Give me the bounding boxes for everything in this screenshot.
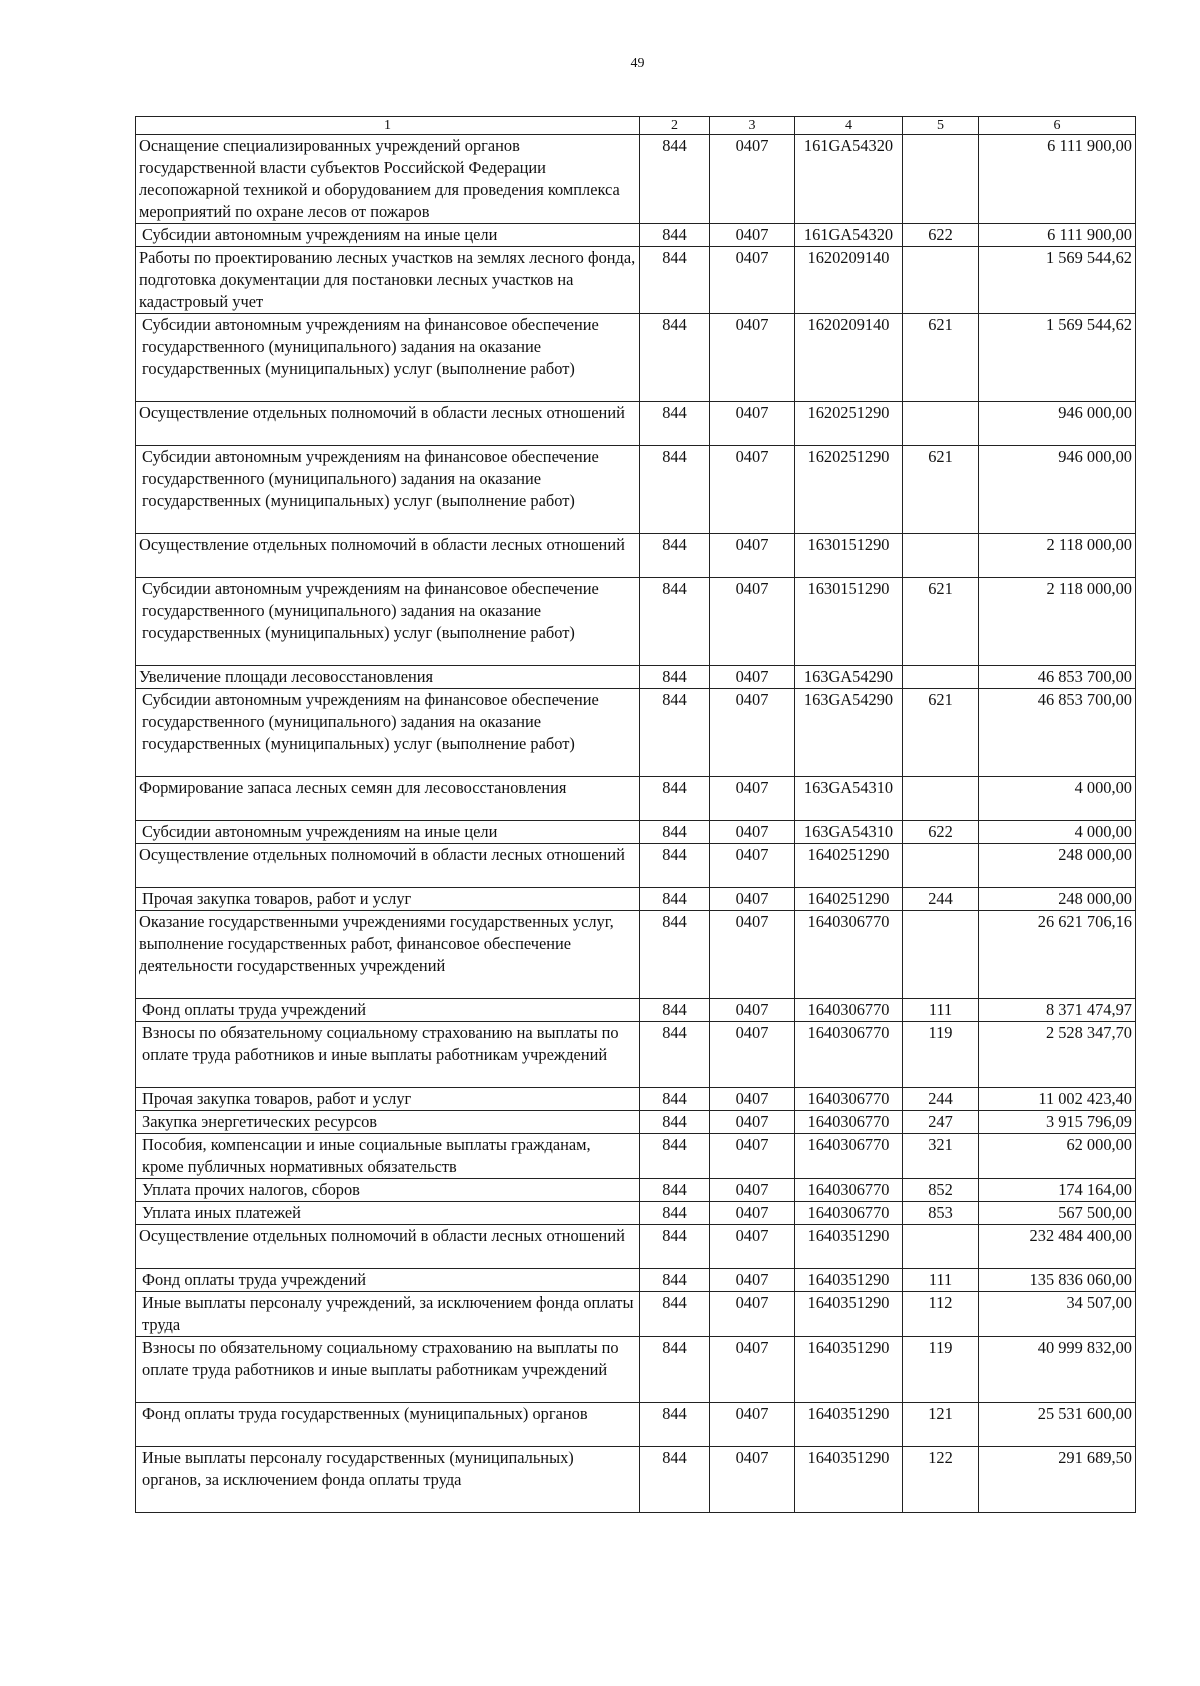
row-name-cell: Субсидии автономным учреждениям на иные цели: [136, 821, 640, 844]
row-cs-cell: 161GA54320: [795, 224, 903, 247]
row-gr-cell: 844: [640, 1292, 710, 1337]
row-cs-cell: 1640306770: [795, 1088, 903, 1111]
row-gr-cell: 844: [640, 1337, 710, 1403]
row-name-cell: Оказание государственными учреждениями государственных услуг, выполнение государственных работ, финансовое обеспечение деятельности государственных учреждений: [136, 911, 640, 999]
row-sum-cell: 1 569 544,62: [979, 314, 1136, 402]
row-cs-cell: 1640306770: [795, 1134, 903, 1179]
row-vr-cell: [903, 666, 979, 689]
table-row: [136, 534, 1136, 578]
table-row: [136, 1134, 1136, 1179]
row-gr-cell: 844: [640, 666, 710, 689]
row-rz-cell: 0407: [710, 402, 795, 446]
row-name-cell: Осуществление отдельных полномочий в области лесных отношений: [136, 534, 640, 578]
row-rz-cell: 0407: [710, 888, 795, 911]
row-vr-cell: 621: [903, 578, 979, 666]
row-rz-cell: 0407: [710, 1403, 795, 1447]
row-sum-cell: 6 111 900,00: [979, 135, 1136, 224]
row-rz-cell: 0407: [710, 689, 795, 777]
table-row: [136, 1269, 1136, 1292]
row-gr-cell: 844: [640, 1179, 710, 1202]
row-sum-cell: 40 999 832,00: [979, 1337, 1136, 1403]
row-sum-cell: 135 836 060,00: [979, 1269, 1136, 1292]
row-rz-cell: 0407: [710, 777, 795, 821]
row-rz-cell: 0407: [710, 314, 795, 402]
row-name-cell: Фонд оплаты труда учреждений: [136, 999, 640, 1022]
row-rz-cell: 0407: [710, 821, 795, 844]
row-rz-cell: 0407: [710, 999, 795, 1022]
row-vr-cell: [903, 844, 979, 888]
row-vr-cell: [903, 777, 979, 821]
row-cs-cell: 1620209140: [795, 314, 903, 402]
row-vr-cell: 247: [903, 1111, 979, 1134]
row-vr-cell: [903, 402, 979, 446]
row-cs-cell: 163GA54310: [795, 777, 903, 821]
row-sum-cell: 174 164,00: [979, 1179, 1136, 1202]
row-name-cell: Осуществление отдельных полномочий в области лесных отношений: [136, 844, 640, 888]
row-gr-cell: 844: [640, 689, 710, 777]
row-vr-cell: [903, 247, 979, 314]
row-gr-cell: 844: [640, 1202, 710, 1225]
row-vr-cell: 119: [903, 1022, 979, 1088]
row-gr-cell: 844: [640, 446, 710, 534]
row-name-cell: Субсидии автономным учреждениям на финансовое обеспечение государственного (муниципального) задания на оказание государственных (муниципальных) услуг (выполнение работ): [136, 689, 640, 777]
row-gr-cell: 844: [640, 1022, 710, 1088]
row-vr-cell: 622: [903, 821, 979, 844]
row-rz-cell: 0407: [710, 1111, 795, 1134]
row-vr-cell: 622: [903, 224, 979, 247]
row-vr-cell: 111: [903, 999, 979, 1022]
row-name-cell: Оснащение специализированных учреждений органов государственной власти субъектов Российской Федерации лесопожарной техникой и оборудованием для проведения комплекса мероприятий по охране лесов от пожаров: [136, 135, 640, 224]
row-sum-cell: 25 531 600,00: [979, 1403, 1136, 1447]
row-cs-cell: 1640306770: [795, 999, 903, 1022]
row-cs-cell: 1620251290: [795, 402, 903, 446]
table-row: [136, 777, 1136, 821]
table-row: [136, 1088, 1136, 1111]
row-gr-cell: 844: [640, 314, 710, 402]
row-rz-cell: 0407: [710, 135, 795, 224]
row-gr-cell: 844: [640, 821, 710, 844]
table-body: [136, 135, 1136, 1513]
row-sum-cell: 26 621 706,16: [979, 911, 1136, 999]
row-rz-cell: 0407: [710, 224, 795, 247]
table-row: [136, 888, 1136, 911]
row-cs-cell: 1620209140: [795, 247, 903, 314]
row-sum-cell: 6 111 900,00: [979, 224, 1136, 247]
row-sum-cell: 248 000,00: [979, 844, 1136, 888]
row-sum-cell: 291 689,50: [979, 1447, 1136, 1513]
row-name-cell: Закупка энергетических ресурсов: [136, 1111, 640, 1134]
row-rz-cell: 0407: [710, 1269, 795, 1292]
table-row: [136, 844, 1136, 888]
row-rz-cell: 0407: [710, 1202, 795, 1225]
row-rz-cell: 0407: [710, 247, 795, 314]
row-sum-cell: 2 118 000,00: [979, 578, 1136, 666]
row-gr-cell: 844: [640, 135, 710, 224]
row-cs-cell: 1640251290: [795, 888, 903, 911]
row-sum-cell: 62 000,00: [979, 1134, 1136, 1179]
row-rz-cell: 0407: [710, 844, 795, 888]
row-sum-cell: 1 569 544,62: [979, 247, 1136, 314]
row-sum-cell: 8 371 474,97: [979, 999, 1136, 1022]
row-name-cell: Иные выплаты персоналу государственных (муниципальных) органов, за исключением фонда оплаты труда: [136, 1447, 640, 1513]
row-rz-cell: 0407: [710, 534, 795, 578]
table-row: [136, 1179, 1136, 1202]
row-vr-cell: 111: [903, 1269, 979, 1292]
row-vr-cell: [903, 911, 979, 999]
row-sum-cell: 248 000,00: [979, 888, 1136, 911]
row-cs-cell: 1640306770: [795, 911, 903, 999]
header-col-4: 4: [795, 117, 903, 135]
row-vr-cell: [903, 135, 979, 224]
row-sum-cell: 4 000,00: [979, 821, 1136, 844]
table-row: [136, 402, 1136, 446]
row-cs-cell: 1640351290: [795, 1403, 903, 1447]
row-cs-cell: 1640306770: [795, 1179, 903, 1202]
row-name-cell: Пособия, компенсации и иные социальные выплаты гражданам, кроме публичных нормативных обязательств: [136, 1134, 640, 1179]
table-row: [136, 578, 1136, 666]
row-cs-cell: 163GA54290: [795, 689, 903, 777]
row-name-cell: Увеличение площади лесовосстановления: [136, 666, 640, 689]
row-vr-cell: 321: [903, 1134, 979, 1179]
row-sum-cell: 2 118 000,00: [979, 534, 1136, 578]
row-name-cell: Субсидии автономным учреждениям на финансовое обеспечение государственного (муниципального) задания на оказание государственных (муниципальных) услуг (выполнение работ): [136, 314, 640, 402]
table-row: [136, 1225, 1136, 1269]
row-sum-cell: 946 000,00: [979, 446, 1136, 534]
row-name-cell: Взносы по обязательному социальному страхованию на выплаты по оплате труда работников и иные выплаты работникам учреждений: [136, 1337, 640, 1403]
row-name-cell: Субсидии автономным учреждениям на финансовое обеспечение государственного (муниципального) задания на оказание государственных (муниципальных) услуг (выполнение работ): [136, 446, 640, 534]
row-cs-cell: 163GA54290: [795, 666, 903, 689]
row-gr-cell: 844: [640, 777, 710, 821]
row-cs-cell: 1640351290: [795, 1337, 903, 1403]
row-gr-cell: 844: [640, 534, 710, 578]
header-col-2: 2: [640, 117, 710, 135]
row-gr-cell: 844: [640, 888, 710, 911]
row-vr-cell: 621: [903, 689, 979, 777]
table-row: [136, 911, 1136, 999]
row-cs-cell: 1630151290: [795, 578, 903, 666]
row-gr-cell: 844: [640, 1111, 710, 1134]
header-col-6: 6: [979, 117, 1136, 135]
row-vr-cell: 112: [903, 1292, 979, 1337]
row-vr-cell: 244: [903, 888, 979, 911]
row-name-cell: Фонд оплаты труда государственных (муниципальных) органов: [136, 1403, 640, 1447]
row-name-cell: Уплата прочих налогов, сборов: [136, 1179, 640, 1202]
row-name-cell: Формирование запаса лесных семян для лесовосстановления: [136, 777, 640, 821]
row-vr-cell: 853: [903, 1202, 979, 1225]
row-name-cell: Прочая закупка товаров, работ и услуг: [136, 888, 640, 911]
row-gr-cell: 844: [640, 1269, 710, 1292]
row-sum-cell: 46 853 700,00: [979, 666, 1136, 689]
row-name-cell: Субсидии автономным учреждениям на финансовое обеспечение государственного (муниципального) задания на оказание государственных (муниципальных) услуг (выполнение работ): [136, 578, 640, 666]
row-name-cell: Субсидии автономным учреждениям на иные цели: [136, 224, 640, 247]
row-sum-cell: 946 000,00: [979, 402, 1136, 446]
row-cs-cell: 1620251290: [795, 446, 903, 534]
row-sum-cell: 11 002 423,40: [979, 1088, 1136, 1111]
row-vr-cell: [903, 1225, 979, 1269]
table-row: [136, 1111, 1136, 1134]
row-sum-cell: 567 500,00: [979, 1202, 1136, 1225]
row-vr-cell: 621: [903, 446, 979, 534]
table-row: [136, 1403, 1136, 1447]
header-col-5: 5: [903, 117, 979, 135]
budget-table: [135, 116, 1136, 1513]
row-rz-cell: 0407: [710, 1134, 795, 1179]
row-name-cell: Осуществление отдельных полномочий в области лесных отношений: [136, 402, 640, 446]
row-rz-cell: 0407: [710, 1179, 795, 1202]
header-col-3: 3: [710, 117, 795, 135]
row-sum-cell: 2 528 347,70: [979, 1022, 1136, 1088]
table-row: [136, 1202, 1136, 1225]
table-row: [136, 224, 1136, 247]
row-name-cell: Иные выплаты персоналу учреждений, за исключением фонда оплаты труда: [136, 1292, 640, 1337]
row-gr-cell: 844: [640, 844, 710, 888]
row-gr-cell: 844: [640, 578, 710, 666]
table-row: [136, 135, 1136, 224]
row-cs-cell: 1640351290: [795, 1292, 903, 1337]
row-name-cell: Работы по проектированию лесных участков на землях лесного фонда, подготовка документации для постановки лесных участков на кадастровый учет: [136, 247, 640, 314]
row-sum-cell: 4 000,00: [979, 777, 1136, 821]
row-cs-cell: 1640351290: [795, 1269, 903, 1292]
row-vr-cell: 122: [903, 1447, 979, 1513]
row-name-cell: Прочая закупка товаров, работ и услуг: [136, 1088, 640, 1111]
row-vr-cell: 621: [903, 314, 979, 402]
row-vr-cell: 244: [903, 1088, 979, 1111]
row-cs-cell: 1640306770: [795, 1202, 903, 1225]
row-name-cell: Уплата иных платежей: [136, 1202, 640, 1225]
row-gr-cell: 844: [640, 1403, 710, 1447]
row-gr-cell: 844: [640, 999, 710, 1022]
row-sum-cell: 3 915 796,09: [979, 1111, 1136, 1134]
table-row: [136, 314, 1136, 402]
header-col-1: 1: [136, 117, 640, 135]
table-row: [136, 1337, 1136, 1403]
row-cs-cell: 1640306770: [795, 1022, 903, 1088]
row-rz-cell: 0407: [710, 446, 795, 534]
row-cs-cell: 1640351290: [795, 1447, 903, 1513]
row-name-cell: Фонд оплаты труда учреждений: [136, 1269, 640, 1292]
row-sum-cell: 232 484 400,00: [979, 1225, 1136, 1269]
row-gr-cell: 844: [640, 1088, 710, 1111]
table-row: [136, 821, 1136, 844]
row-cs-cell: 1640251290: [795, 844, 903, 888]
row-rz-cell: 0407: [710, 578, 795, 666]
table-row: [136, 1022, 1136, 1088]
table-row: [136, 247, 1136, 314]
row-gr-cell: 844: [640, 1225, 710, 1269]
table-row: [136, 1292, 1136, 1337]
row-gr-cell: 844: [640, 224, 710, 247]
row-sum-cell: 46 853 700,00: [979, 689, 1136, 777]
row-rz-cell: 0407: [710, 1088, 795, 1111]
row-cs-cell: 1640306770: [795, 1111, 903, 1134]
row-rz-cell: 0407: [710, 1225, 795, 1269]
row-rz-cell: 0407: [710, 1292, 795, 1337]
table-header-row: [136, 117, 1136, 135]
table-row: [136, 689, 1136, 777]
row-gr-cell: 844: [640, 402, 710, 446]
table-row: [136, 1447, 1136, 1513]
row-rz-cell: 0407: [710, 666, 795, 689]
row-gr-cell: 844: [640, 911, 710, 999]
row-vr-cell: 852: [903, 1179, 979, 1202]
row-vr-cell: 119: [903, 1337, 979, 1403]
row-cs-cell: 1640351290: [795, 1225, 903, 1269]
row-vr-cell: 121: [903, 1403, 979, 1447]
page-number: 49: [630, 56, 645, 71]
row-gr-cell: 844: [640, 1447, 710, 1513]
row-rz-cell: 0407: [710, 911, 795, 999]
row-gr-cell: 844: [640, 1134, 710, 1179]
row-name-cell: Взносы по обязательному социальному страхованию на выплаты по оплате труда работников и иные выплаты работникам учреждений: [136, 1022, 640, 1088]
row-sum-cell: 34 507,00: [979, 1292, 1136, 1337]
row-vr-cell: [903, 534, 979, 578]
table-row: [136, 999, 1136, 1022]
row-rz-cell: 0407: [710, 1447, 795, 1513]
row-gr-cell: 844: [640, 247, 710, 314]
row-cs-cell: 161GA54320: [795, 135, 903, 224]
row-name-cell: Осуществление отдельных полномочий в области лесных отношений: [136, 1225, 640, 1269]
row-rz-cell: 0407: [710, 1022, 795, 1088]
table-row: [136, 446, 1136, 534]
row-rz-cell: 0407: [710, 1337, 795, 1403]
row-cs-cell: 163GA54310: [795, 821, 903, 844]
row-cs-cell: 1630151290: [795, 534, 903, 578]
table-row: [136, 666, 1136, 689]
